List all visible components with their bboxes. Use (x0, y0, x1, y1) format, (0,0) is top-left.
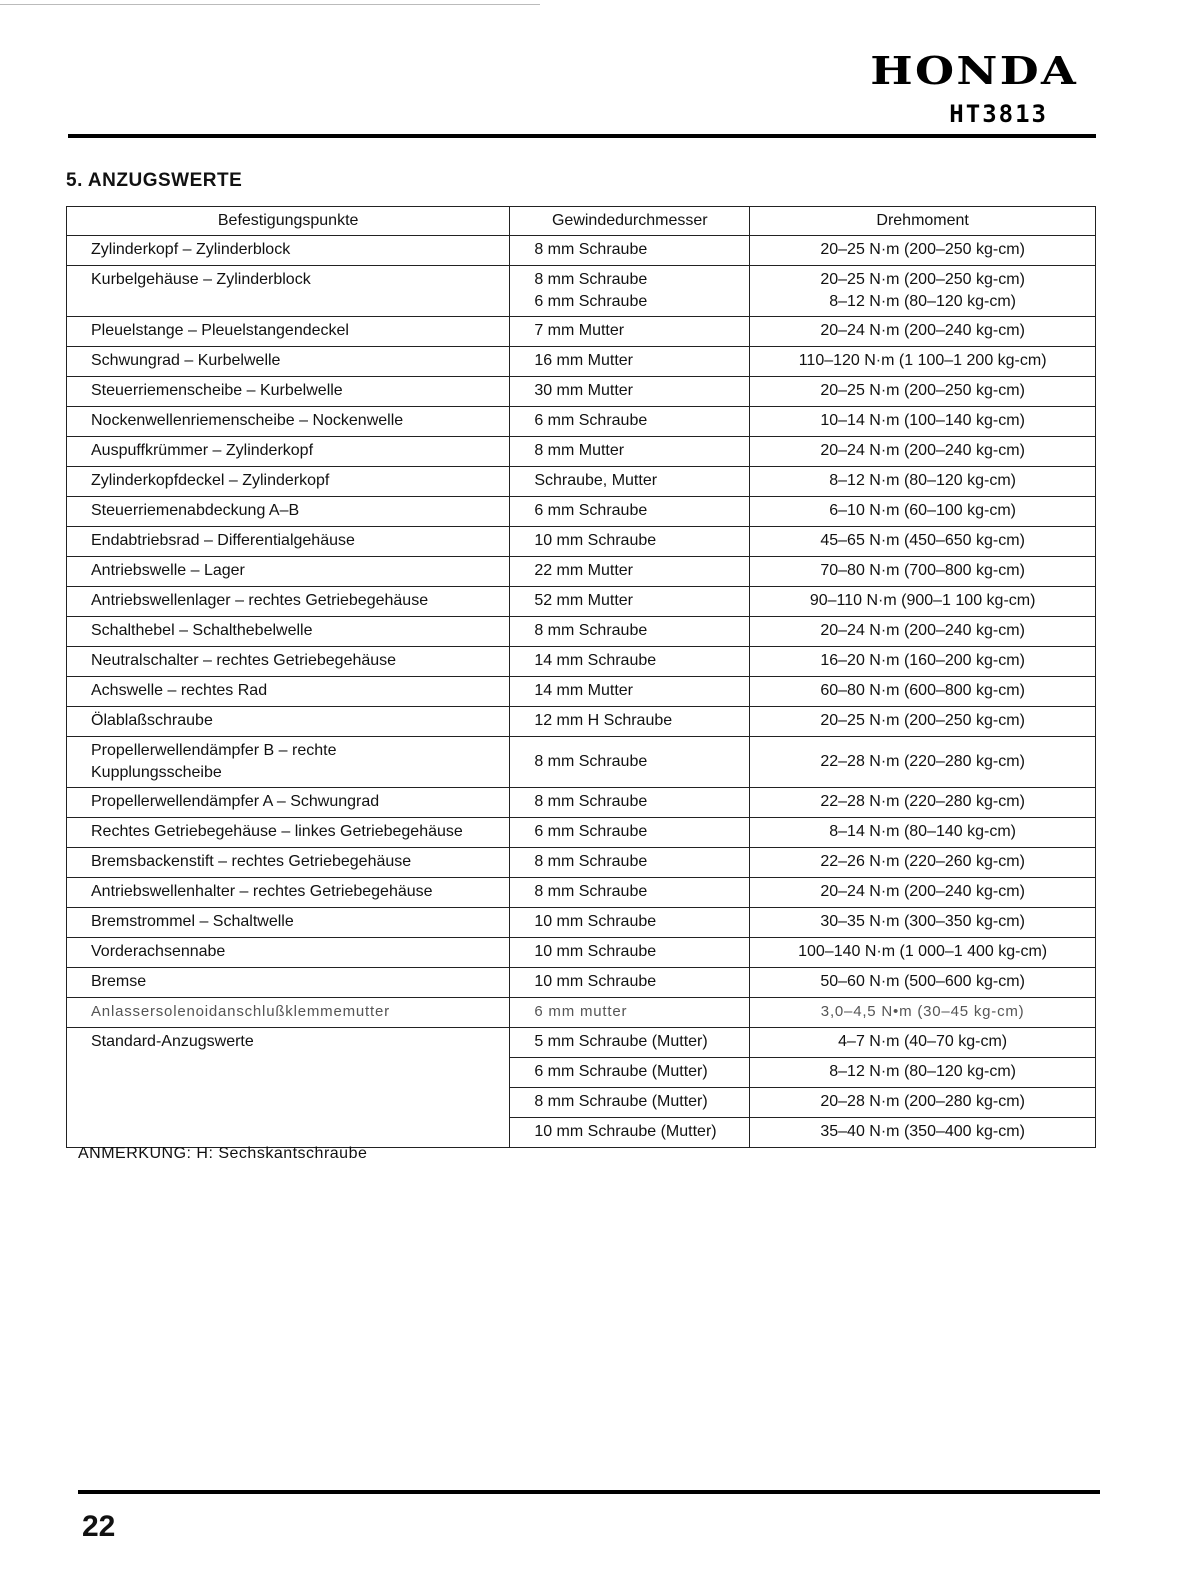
table-row (67, 818, 1096, 848)
table-header-row (67, 207, 1096, 236)
thread-size-cell: 8 mm Schraube (510, 788, 750, 818)
thread-size-cell: 6 mm mutter (510, 998, 750, 1028)
thread-size-cell: 10 mm Schraube (510, 527, 750, 557)
thread-size-cell: 52 mm Mutter (510, 587, 750, 617)
fastener-location-cell: Schalthebel – Schalthebelwelle (67, 617, 510, 647)
torque-value-cell: 8–12 N·m (80–120 kg-cm) (750, 1058, 1096, 1088)
footer-rule (78, 1490, 1100, 1494)
thread-size-cell: 8 mm Schraube (510, 617, 750, 647)
thread-size-cell: 6 mm Schraube (510, 818, 750, 848)
table-row (67, 557, 1096, 587)
torque-value-cell: 22–28 N·m (220–280 kg-cm) (750, 788, 1096, 818)
table-body (67, 236, 1096, 1148)
torque-value-cell: 10–14 N·m (100–140 kg-cm) (750, 407, 1096, 437)
torque-value-cell: 20–24 N·m (200–240 kg-cm) (750, 437, 1096, 467)
table-row (67, 968, 1096, 998)
fastener-location-cell: Zylinderkopfdeckel – Zylinderkopf (67, 467, 510, 497)
torque-value-cell: 3,0–4,5 N•m (30–45 kg-cm) (750, 998, 1096, 1028)
fastener-location-cell: Schwungrad – Kurbelwelle (67, 347, 510, 377)
thread-size-cell: 10 mm Schraube (510, 968, 750, 998)
thread-size-cell: 12 mm H Schraube (510, 707, 750, 737)
table-row (67, 938, 1096, 968)
table-row (67, 377, 1096, 407)
torque-value-cell: 20–28 N·m (200–280 kg-cm) (750, 1088, 1096, 1118)
torque-value-cell: 22–28 N·m (220–280 kg-cm) (750, 737, 1096, 788)
table-row (67, 437, 1096, 467)
thread-size-cell: 7 mm Mutter (510, 317, 750, 347)
fastener-location-cell: Anlassersolenoidanschlußklemmemutter (67, 998, 510, 1028)
column-header: Drehmoment (750, 207, 1096, 236)
torque-value-cell: 20–25 N·m (200–250 kg-cm) (750, 377, 1096, 407)
section-title: 5. ANZUGSWERTE (66, 170, 243, 191)
fastener-location-cell: Pleuelstange – Pleuelstangendeckel (67, 317, 510, 347)
thread-size-cell: 8 mm Schraube (510, 878, 750, 908)
fastener-location-cell: Bremse (67, 968, 510, 998)
table-row (67, 347, 1096, 377)
torque-value-cell: 20–25 N·m (200–250 kg-cm) (750, 707, 1096, 737)
standard-torque-label: Standard-Anzugswerte (67, 1028, 510, 1148)
fastener-location-cell: Steuerriemenscheibe – Kurbelwelle (67, 377, 510, 407)
thread-size-cell: 8 mm Schraube 6 mm Schraube (510, 266, 750, 317)
thread-size-cell: 8 mm Schraube (510, 848, 750, 878)
torque-value-cell: 8–14 N·m (80–140 kg-cm) (750, 818, 1096, 848)
table-row (67, 617, 1096, 647)
torque-value-cell: 110–120 N·m (1 100–1 200 kg-cm) (750, 347, 1096, 377)
torque-value-cell: 20–24 N·m (200–240 kg-cm) (750, 317, 1096, 347)
thread-size-cell: 14 mm Mutter (510, 677, 750, 707)
fastener-location-cell: Antriebswelle – Lager (67, 557, 510, 587)
torque-value-cell: 20–24 N·m (200–240 kg-cm) (750, 617, 1096, 647)
table-row (67, 998, 1096, 1028)
fastener-location-cell: Propellerwellendämpfer B – rechte Kupplungsscheibe (67, 737, 510, 788)
thread-size-cell: Schraube, Mutter (510, 467, 750, 497)
fastener-location-cell: Neutralschalter – rechtes Getriebegehäuse (67, 647, 510, 677)
fastener-location-cell: Antriebswellenhalter – rechtes Getriebegehäuse (67, 878, 510, 908)
torque-value-cell: 90–110 N·m (900–1 100 kg-cm) (750, 587, 1096, 617)
table-row (67, 317, 1096, 347)
torque-value-cell: 16–20 N·m (160–200 kg-cm) (750, 647, 1096, 677)
thread-size-cell: 6 mm Schraube (Mutter) (510, 1058, 750, 1088)
table-row (67, 527, 1096, 557)
table-row (67, 266, 1096, 317)
torque-value-cell: 70–80 N·m (700–800 kg-cm) (750, 557, 1096, 587)
table-row (67, 407, 1096, 437)
thread-size-cell: 22 mm Mutter (510, 557, 750, 587)
torque-value-cell: 45–65 N·m (450–650 kg-cm) (750, 527, 1096, 557)
table-row (67, 236, 1096, 266)
thread-size-cell: 10 mm Schraube (510, 908, 750, 938)
fastener-location-cell: Ölablaßschraube (67, 707, 510, 737)
thread-size-cell: 5 mm Schraube (Mutter) (510, 1028, 750, 1058)
torque-value-cell: 22–26 N·m (220–260 kg-cm) (750, 848, 1096, 878)
table-row (67, 788, 1096, 818)
torque-value-cell: 20–25 N·m (200–250 kg-cm) (750, 236, 1096, 266)
thread-size-cell: 8 mm Schraube (510, 236, 750, 266)
torque-value-cell: 4–7 N·m (40–70 kg-cm) (750, 1028, 1096, 1058)
fastener-location-cell: Vorderachsennabe (67, 938, 510, 968)
table-row (67, 1028, 1096, 1058)
top-edge-line (0, 4, 540, 5)
fastener-location-cell: Bremsbackenstift – rechtes Getriebegehäuse (67, 848, 510, 878)
brand-logo: HONDA (870, 48, 1078, 93)
torque-value-cell: 35–40 N·m (350–400 kg-cm) (750, 1118, 1096, 1148)
thread-size-cell: 8 mm Mutter (510, 437, 750, 467)
torque-value-cell: 100–140 N·m (1 000–1 400 kg-cm) (750, 938, 1096, 968)
fastener-location-cell: Antriebswellenlager – rechtes Getriebegehäuse (67, 587, 510, 617)
page-number: 22 (82, 1510, 116, 1543)
column-header: Gewindedurchmesser (510, 207, 750, 236)
fastener-location-cell: Auspuffkrümmer – Zylinderkopf (67, 437, 510, 467)
fastener-location-cell: Zylinderkopf – Zylinderblock (67, 236, 510, 266)
thread-size-cell: 10 mm Schraube (Mutter) (510, 1118, 750, 1148)
thread-size-cell: 8 mm Schraube (Mutter) (510, 1088, 750, 1118)
column-header: Befestigungspunkte (67, 207, 510, 236)
fastener-location-cell: Achswelle – rechtes Rad (67, 677, 510, 707)
fastener-location-cell: Kurbelgehäuse – Zylinderblock (67, 266, 510, 317)
fastener-location-cell: Bremstrommel – Schaltwelle (67, 908, 510, 938)
table-row (67, 467, 1096, 497)
torque-value-cell: 20–25 N·m (200–250 kg-cm) 8–12 N·m (80–120 kg-cm) (750, 266, 1096, 317)
table-row (67, 587, 1096, 617)
thread-size-cell: 10 mm Schraube (510, 938, 750, 968)
torque-value-cell: 50–60 N·m (500–600 kg-cm) (750, 968, 1096, 998)
table-row (67, 647, 1096, 677)
torque-value-cell: 8–12 N·m (80–120 kg-cm) (750, 467, 1096, 497)
table-row (67, 737, 1096, 788)
table-row (67, 908, 1096, 938)
fastener-location-cell: Rechtes Getriebegehäuse – linkes Getriebegehäuse (67, 818, 510, 848)
fastener-location-cell: Nockenwellenriemenscheibe – Nockenwelle (67, 407, 510, 437)
torque-value-cell: 6–10 N·m (60–100 kg-cm) (750, 497, 1096, 527)
table-row (67, 848, 1096, 878)
footnote: ANMERKUNG: H: Sechskantschraube (78, 1145, 368, 1162)
torque-table (66, 206, 1096, 1148)
thread-size-cell: 6 mm Schraube (510, 407, 750, 437)
fastener-location-cell: Steuerriemenabdeckung A–B (67, 497, 510, 527)
thread-size-cell: 14 mm Schraube (510, 647, 750, 677)
model-number: HT3813 (949, 100, 1048, 128)
thread-size-cell: 16 mm Mutter (510, 347, 750, 377)
table-row (67, 707, 1096, 737)
fastener-location-cell: Propellerwellendämpfer A – Schwungrad (67, 788, 510, 818)
header-rule (68, 134, 1096, 138)
table-row (67, 497, 1096, 527)
thread-size-cell: 30 mm Mutter (510, 377, 750, 407)
table-row (67, 878, 1096, 908)
table-row (67, 677, 1096, 707)
thread-size-cell: 6 mm Schraube (510, 497, 750, 527)
torque-value-cell: 20–24 N·m (200–240 kg-cm) (750, 878, 1096, 908)
fastener-location-cell: Endabtriebsrad – Differentialgehäuse (67, 527, 510, 557)
torque-value-cell: 60–80 N·m (600–800 kg-cm) (750, 677, 1096, 707)
torque-value-cell: 30–35 N·m (300–350 kg-cm) (750, 908, 1096, 938)
thread-size-cell: 8 mm Schraube (510, 737, 750, 788)
